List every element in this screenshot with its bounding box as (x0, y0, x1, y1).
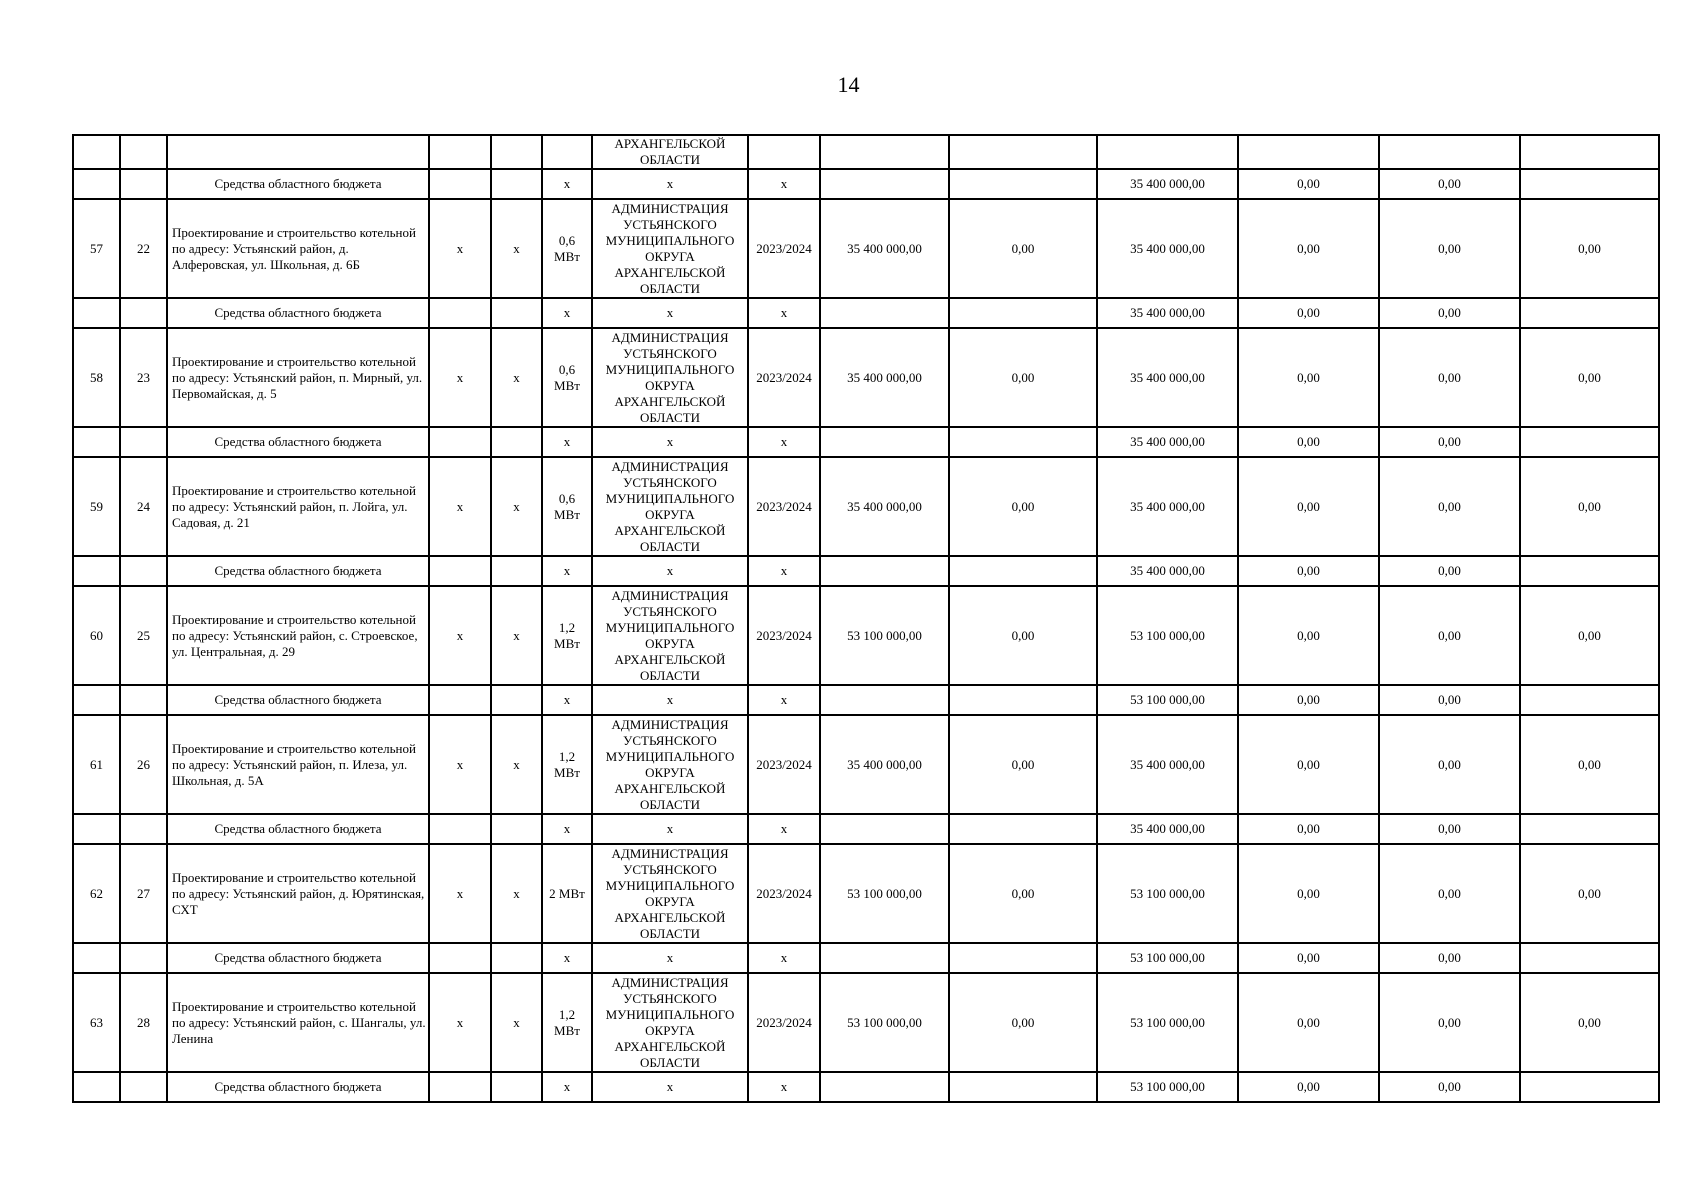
cell-c10: 0,00 (949, 844, 1097, 943)
cell-c7: х (592, 427, 748, 457)
table-row-project (73, 199, 1659, 298)
cell-c14: 0,00 (1520, 328, 1659, 427)
cell-c6: х (542, 298, 592, 328)
cell-c12: 0,00 (1238, 556, 1379, 586)
power-capacity: 0,6 МВт (542, 328, 592, 427)
cell-c8: х (748, 685, 820, 715)
years-cell: 2023/2024 (748, 328, 820, 427)
cell-c6: х (542, 1072, 592, 1102)
table-row-project (73, 457, 1659, 556)
cell-c13: 0,00 (1379, 685, 1520, 715)
cell-c12: 0,00 (1238, 715, 1379, 814)
cell-c14: 0,00 (1520, 586, 1659, 685)
cell-c6: х (542, 814, 592, 844)
cell-c5: х (491, 586, 542, 685)
years-cell: 2023/2024 (748, 586, 820, 685)
cell-c10: 0,00 (949, 199, 1097, 298)
cell-c13: 0,00 (1379, 844, 1520, 943)
cell-c12: 0,00 (1238, 586, 1379, 685)
project-description: Проектирование и строительство котельной по адресу: Устьянский район, с. Строевское, ул. Центральная, д. 29 (167, 586, 429, 685)
cell-c13: 0,00 (1379, 973, 1520, 1072)
power-capacity: 0,6 МВт (542, 199, 592, 298)
cell-c9: 35 400 000,00 (820, 457, 949, 556)
cell-c11: 53 100 000,00 (1097, 973, 1238, 1072)
cell-c13: 0,00 (1379, 943, 1520, 973)
cell-c6: х (542, 943, 592, 973)
project-description: Проектирование и строительство котельной по адресу: Устьянский район, п. Мирный, ул. Первомайская, д. 5 (167, 328, 429, 427)
table-row-project (73, 586, 1659, 685)
row-subnumber: 22 (120, 199, 167, 298)
cell-c5: х (491, 199, 542, 298)
cell-c10: 0,00 (949, 457, 1097, 556)
cell-c4: х (429, 715, 491, 814)
cell-c14: 0,00 (1520, 199, 1659, 298)
table-row-source (73, 556, 1659, 586)
table-row-source (73, 298, 1659, 328)
cell-c10: 0,00 (949, 328, 1097, 427)
cell-c7: х (592, 814, 748, 844)
cell-c4: х (429, 199, 491, 298)
cell-c8: х (748, 169, 820, 199)
cell-c11: 35 400 000,00 (1097, 169, 1238, 199)
project-description: Проектирование и строительство котельной по адресу: Устьянский район, д. Алферовская, ул. Школьная, д. 6Б (167, 199, 429, 298)
cell-c4: х (429, 586, 491, 685)
cell-c13: 0,00 (1379, 814, 1520, 844)
cell-c9: 35 400 000,00 (820, 328, 949, 427)
row-number: 59 (73, 457, 120, 556)
cell-c4: х (429, 328, 491, 427)
table-row-continuation (73, 135, 1659, 169)
row-subnumber: 26 (120, 715, 167, 814)
cell-c7: х (592, 169, 748, 199)
cell-c14: 0,00 (1520, 457, 1659, 556)
cell-c7: х (592, 943, 748, 973)
row-subnumber: 23 (120, 328, 167, 427)
cell-c5: х (491, 715, 542, 814)
org-cell: АРХАНГЕЛЬСКОЙ ОБЛАСТИ (592, 135, 748, 169)
table-row-source (73, 1072, 1659, 1102)
cell-c10: 0,00 (949, 973, 1097, 1072)
cell-c12: 0,00 (1238, 814, 1379, 844)
source-label: Средства областного бюджета (167, 685, 429, 715)
source-label: Средства областного бюджета (167, 1072, 429, 1102)
budget-table (72, 134, 1660, 1103)
cell-c11: 35 400 000,00 (1097, 427, 1238, 457)
row-number: 63 (73, 973, 120, 1072)
cell-c11: 35 400 000,00 (1097, 556, 1238, 586)
years-cell: 2023/2024 (748, 973, 820, 1072)
row-number: 57 (73, 199, 120, 298)
project-description: Проектирование и строительство котельной по адресу: Устьянский район, п. Илеза, ул. Школьная, д. 5А (167, 715, 429, 814)
cell-c8: х (748, 556, 820, 586)
page-number: 14 (837, 72, 860, 97)
row-number: 58 (73, 328, 120, 427)
cell-c13: 0,00 (1379, 556, 1520, 586)
cell-c11: 53 100 000,00 (1097, 586, 1238, 685)
source-label: Средства областного бюджета (167, 298, 429, 328)
row-number: 60 (73, 586, 120, 685)
cell-c11: 53 100 000,00 (1097, 685, 1238, 715)
cell-c13: 0,00 (1379, 298, 1520, 328)
cell-c11: 35 400 000,00 (1097, 457, 1238, 556)
cell-c12: 0,00 (1238, 844, 1379, 943)
cell-c9: 53 100 000,00 (820, 973, 949, 1072)
source-label: Средства областного бюджета (167, 943, 429, 973)
cell-c11: 35 400 000,00 (1097, 715, 1238, 814)
cell-c13: 0,00 (1379, 328, 1520, 427)
cell-c8: х (748, 814, 820, 844)
cell-c4: х (429, 457, 491, 556)
cell-c11: 35 400 000,00 (1097, 814, 1238, 844)
cell-c14: 0,00 (1520, 715, 1659, 814)
cell-c13: 0,00 (1379, 427, 1520, 457)
power-capacity: 1,2 МВт (542, 715, 592, 814)
org-cell: АДМИНИСТРАЦИЯ УСТЬЯНСКОГО МУНИЦИПАЛЬНОГО ОКРУГА АРХАНГЕЛЬСКОЙ ОБЛАСТИ (592, 586, 748, 685)
table-row-source (73, 169, 1659, 199)
source-label: Средства областного бюджета (167, 556, 429, 586)
row-number: 61 (73, 715, 120, 814)
cell-c7: х (592, 685, 748, 715)
cell-c11: 53 100 000,00 (1097, 943, 1238, 973)
power-capacity: 1,2 МВт (542, 586, 592, 685)
org-cell: АДМИНИСТРАЦИЯ УСТЬЯНСКОГО МУНИЦИПАЛЬНОГО ОКРУГА АРХАНГЕЛЬСКОЙ ОБЛАСТИ (592, 328, 748, 427)
cell-c13: 0,00 (1379, 715, 1520, 814)
cell-c12: 0,00 (1238, 298, 1379, 328)
cell-c12: 0,00 (1238, 169, 1379, 199)
cell-c12: 0,00 (1238, 973, 1379, 1072)
row-subnumber: 28 (120, 973, 167, 1072)
cell-c11: 53 100 000,00 (1097, 844, 1238, 943)
table-row-project (73, 844, 1659, 943)
cell-c13: 0,00 (1379, 199, 1520, 298)
cell-c11: 53 100 000,00 (1097, 1072, 1238, 1102)
cell-c8: х (748, 943, 820, 973)
cell-c14: 0,00 (1520, 844, 1659, 943)
cell-c9: 53 100 000,00 (820, 586, 949, 685)
cell-c10: 0,00 (949, 586, 1097, 685)
org-cell: АДМИНИСТРАЦИЯ УСТЬЯНСКОГО МУНИЦИПАЛЬНОГО ОКРУГА АРХАНГЕЛЬСКОЙ ОБЛАСТИ (592, 199, 748, 298)
table-row-project (73, 973, 1659, 1072)
org-cell: АДМИНИСТРАЦИЯ УСТЬЯНСКОГО МУНИЦИПАЛЬНОГО ОКРУГА АРХАНГЕЛЬСКОЙ ОБЛАСТИ (592, 457, 748, 556)
cell-c8: х (748, 427, 820, 457)
row-number: 62 (73, 844, 120, 943)
table-row-project (73, 715, 1659, 814)
cell-c7: х (592, 556, 748, 586)
org-cell: АДМИНИСТРАЦИЯ УСТЬЯНСКОГО МУНИЦИПАЛЬНОГО ОКРУГА АРХАНГЕЛЬСКОЙ ОБЛАСТИ (592, 715, 748, 814)
cell-c13: 0,00 (1379, 586, 1520, 685)
table-row-source (73, 427, 1659, 457)
cell-c12: 0,00 (1238, 457, 1379, 556)
years-cell: 2023/2024 (748, 199, 820, 298)
cell-c13: 0,00 (1379, 169, 1520, 199)
cell-c6: х (542, 685, 592, 715)
cell-c12: 0,00 (1238, 685, 1379, 715)
cell-c9: 35 400 000,00 (820, 199, 949, 298)
cell-c12: 0,00 (1238, 1072, 1379, 1102)
org-cell: АДМИНИСТРАЦИЯ УСТЬЯНСКОГО МУНИЦИПАЛЬНОГО ОКРУГА АРХАНГЕЛЬСКОЙ ОБЛАСТИ (592, 973, 748, 1072)
project-description: Проектирование и строительство котельной по адресу: Устьянский район, с. Шангалы, ул. Ленина (167, 973, 429, 1072)
cell-c10: 0,00 (949, 715, 1097, 814)
source-label: Средства областного бюджета (167, 814, 429, 844)
cell-c11: 35 400 000,00 (1097, 298, 1238, 328)
table-row-source (73, 685, 1659, 715)
years-cell: 2023/2024 (748, 457, 820, 556)
cell-c6: х (542, 556, 592, 586)
power-capacity: 1,2 МВт (542, 973, 592, 1072)
cell-c7: х (592, 298, 748, 328)
table-row-source (73, 943, 1659, 973)
table-row-project (73, 328, 1659, 427)
cell-c8: х (748, 298, 820, 328)
power-capacity: 2 МВт (542, 844, 592, 943)
row-subnumber: 25 (120, 586, 167, 685)
cell-c9: 53 100 000,00 (820, 844, 949, 943)
row-subnumber: 27 (120, 844, 167, 943)
cell-c4: х (429, 973, 491, 1072)
years-cell: 2023/2024 (748, 844, 820, 943)
cell-c11: 35 400 000,00 (1097, 328, 1238, 427)
source-label: Средства областного бюджета (167, 427, 429, 457)
years-cell: 2023/2024 (748, 715, 820, 814)
cell-c5: х (491, 973, 542, 1072)
cell-c13: 0,00 (1379, 1072, 1520, 1102)
cell-c5: х (491, 457, 542, 556)
cell-c12: 0,00 (1238, 199, 1379, 298)
project-description: Проектирование и строительство котельной по адресу: Устьянский район, д. Юрятинская, СХТ (167, 844, 429, 943)
cell-c12: 0,00 (1238, 427, 1379, 457)
cell-c6: х (542, 427, 592, 457)
cell-c8: х (748, 1072, 820, 1102)
cell-c5: х (491, 844, 542, 943)
cell-c12: 0,00 (1238, 328, 1379, 427)
org-cell: АДМИНИСТРАЦИЯ УСТЬЯНСКОГО МУНИЦИПАЛЬНОГО ОКРУГА АРХАНГЕЛЬСКОЙ ОБЛАСТИ (592, 844, 748, 943)
power-capacity: 0,6 МВт (542, 457, 592, 556)
row-subnumber: 24 (120, 457, 167, 556)
cell-c9: 35 400 000,00 (820, 715, 949, 814)
cell-c4: х (429, 844, 491, 943)
table-body (73, 135, 1659, 1102)
project-description: Проектирование и строительство котельной по адресу: Устьянский район, п. Лойга, ул. Садовая, д. 21 (167, 457, 429, 556)
table-row-source (73, 814, 1659, 844)
cell-c5: х (491, 328, 542, 427)
source-label: Средства областного бюджета (167, 169, 429, 199)
cell-c7: х (592, 1072, 748, 1102)
cell-c13: 0,00 (1379, 457, 1520, 556)
cell-c12: 0,00 (1238, 943, 1379, 973)
cell-c6: х (542, 169, 592, 199)
cell-c14: 0,00 (1520, 973, 1659, 1072)
cell-c11: 35 400 000,00 (1097, 199, 1238, 298)
